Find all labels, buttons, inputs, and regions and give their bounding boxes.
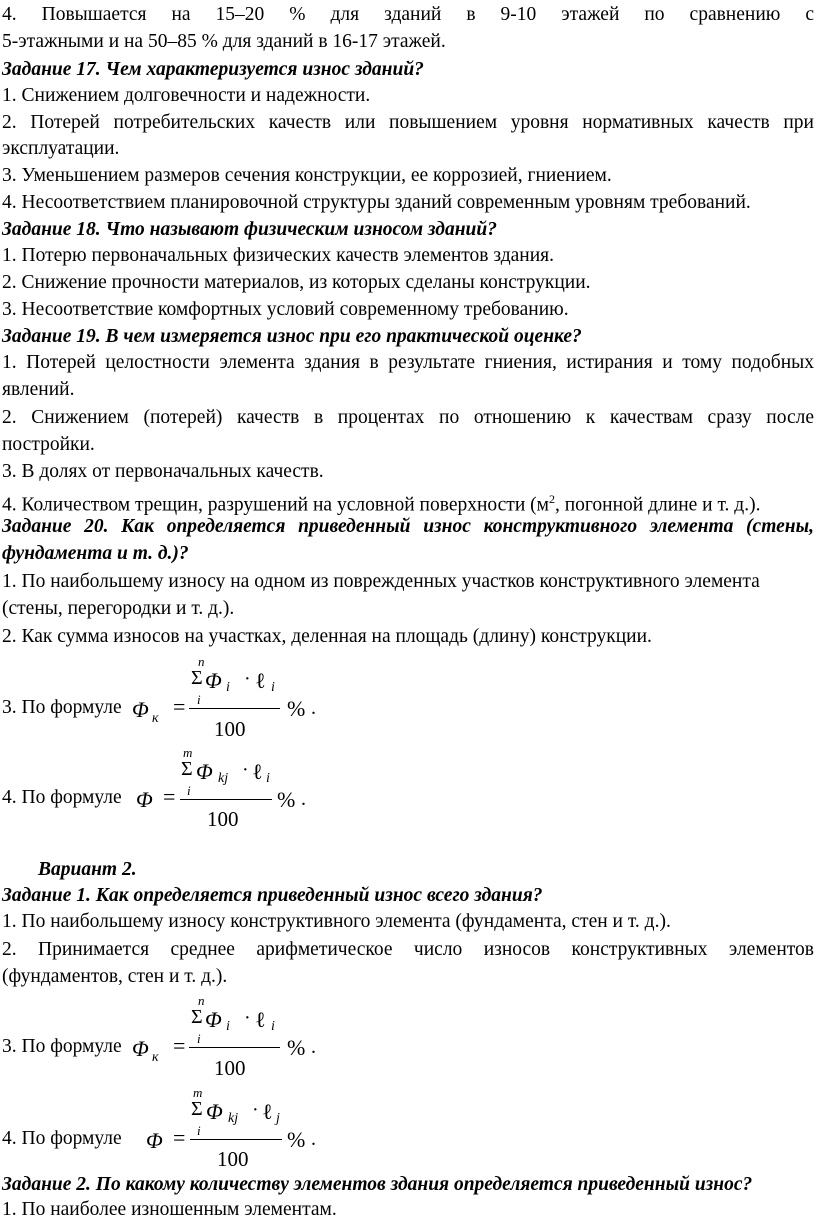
formula-percent: % — [277, 787, 296, 812]
answer-19-3: 3. В долях от первоначальных качеств. — [2, 461, 324, 482]
formula-subscript: i — [266, 771, 270, 786]
answer-19-1: 1. Потерей целостности элемента здания в результате гниения, истирания и тому подобных — [2, 352, 814, 373]
answer-17-2-cont: эксплуатации. — [2, 138, 120, 159]
answer-18-3: 3. Несоответствие комфортных условий современному требованию. — [2, 299, 569, 320]
answer-20-2: 2. Как сумма износов на участках, деленная на площадь (длину) конструкции. — [2, 626, 652, 647]
formula-phi: Φ — [196, 759, 213, 784]
answer-19-2: 2. Снижением (потерей) качеств в процентах по отношению к качествам сразу после — [2, 407, 814, 428]
answer-18-2: 2. Снижение прочности материалов, из которых сделаны конструкции. — [2, 272, 591, 293]
formula-percent: % — [287, 1035, 306, 1060]
question-18-title: Задание 18. Что называют физическим износом зданий? — [2, 219, 497, 240]
answer-17-2: 2. Потерей потребительских качеств или повышением уровня нормативных качеств при — [2, 112, 814, 133]
answer-20-1: 1. По наибольшему износу на одном из поврежденных участков конструктивного элемента — [2, 571, 760, 592]
formula-label: 4. По формуле — [2, 787, 122, 808]
formula-lower-limit: i — [197, 1031, 201, 1046]
formula-equals: = — [163, 784, 176, 809]
question-v2-2-title: Задание 2. По какому количеству элементов здания определяется приведенный износ? — [2, 1174, 753, 1195]
answer-18-1: 1. Потерю первоначальных физических качеств элементов здания. — [2, 245, 555, 266]
formula-subscript: kj — [228, 1111, 239, 1126]
formula-subscript: i — [226, 1019, 230, 1034]
formula-subscript: i — [226, 680, 230, 695]
formula-lower-limit: i — [187, 783, 191, 798]
formula-upper-limit: m — [193, 1085, 203, 1100]
text-line: 5-этажными и на 50–85 % для зданий в 16-17 этажей. — [2, 31, 446, 52]
sum-icon: Σ — [191, 1098, 203, 1120]
formula-phi: Φ — [206, 1099, 223, 1124]
answer-v2-2-1: 1. По наиболее изношенным элементам. — [2, 1199, 337, 1220]
formula-phi: Φ — [146, 1128, 163, 1153]
formula-phi: Φ — [205, 1007, 222, 1032]
fraction-bar — [180, 799, 272, 800]
formula-denominator: 100 — [217, 1147, 249, 1171]
formula-phi: Φ — [132, 697, 149, 722]
formula-subscript: i — [271, 1019, 275, 1034]
answer-20-1-cont: (стены, перегородки и т. д.). — [2, 598, 235, 619]
answer-v2-1-2: 2. Принимается среднее арифметическое число износов конструктивных элементов — [2, 939, 814, 960]
formula-label: 3. По формуле — [2, 1036, 122, 1057]
formula-label: 3. По формуле — [2, 697, 122, 718]
formula-subscript: j — [276, 1111, 280, 1126]
formula-denominator: 100 — [214, 717, 246, 741]
formula-ell: ℓ — [255, 668, 266, 693]
text-line: 4. Повышается на 15–20 % для зданий в 9-10 этажей по сравнению с — [2, 4, 814, 25]
answer-17-1: 1. Снижением долговечности и надежности. — [2, 85, 371, 106]
formula-percent: % — [287, 696, 306, 721]
formula-dot: · — [244, 1007, 251, 1029]
question-v2-1-title: Задание 1. Как определяется приведенный износ всего здания? — [2, 885, 543, 906]
formula-subscript: к — [152, 1050, 159, 1065]
formula-denominator: 100 — [207, 807, 239, 831]
sum-icon: Σ — [191, 1006, 203, 1028]
formula-lower-limit: i — [197, 1123, 201, 1138]
question-19-title: Задание 19. В чем измеряется износ при его практической оценке? — [2, 326, 582, 347]
fraction-bar — [190, 1139, 282, 1140]
formula-equals: = — [173, 694, 186, 719]
formula-lower-limit: i — [197, 692, 201, 707]
formula-subscript: kj — [218, 771, 229, 786]
fraction-bar — [189, 1047, 280, 1048]
formula-upper-limit: n — [198, 654, 205, 669]
sum-icon: Σ — [181, 758, 193, 780]
formula-period: . — [311, 1128, 316, 1150]
answer-19-2-cont: постройки. — [2, 434, 95, 455]
answer-17-4: 4. Несоответствием планировочной структуры зданий современным уровням требований. — [2, 192, 751, 213]
formula-period: . — [311, 697, 316, 719]
formula-denominator: 100 — [214, 1056, 246, 1080]
variant-heading: Вариант 2. — [38, 859, 137, 880]
fraction-bar — [189, 708, 280, 709]
formula-ell: ℓ — [252, 759, 263, 784]
formula-subscript: i — [271, 680, 275, 695]
question-20-title: Задание 20. Как определяется приведенный износ конструктивного элемента (стены, — [2, 516, 814, 537]
question-17-title: Задание 17. Чем характеризуется износ зданий? — [2, 59, 424, 80]
formula-dot: · — [244, 668, 251, 690]
formula-dot: · — [252, 1099, 259, 1121]
formula-period: . — [301, 788, 306, 810]
formula-dot: · — [242, 759, 249, 781]
answer-19-4: 4. Количеством трещин, разрушений на условной поверхности ($м^2$, погонной длине и т. д.). — [2, 492, 761, 516]
formula-period: . — [311, 1036, 316, 1058]
formula-equals: = — [173, 1125, 186, 1150]
sum-icon: Σ — [191, 667, 203, 689]
formula-phi: Φ — [132, 1036, 149, 1061]
formula-subscript: к — [152, 711, 159, 726]
answer-v2-1-2-cont: (фундаментов, стен и т. д.). — [2, 966, 228, 987]
formula-upper-limit: n — [198, 993, 205, 1008]
formula-percent: % — [287, 1127, 306, 1152]
formula-label: 4. По формуле — [2, 1128, 122, 1149]
formula-upper-limit: m — [183, 745, 193, 760]
answer-v2-1-1: 1. По наибольшему износу конструктивного элемента (фундамента, стен и т. д.). — [2, 911, 671, 932]
formula-phi: Φ — [205, 668, 222, 693]
formula-ell: ℓ — [262, 1099, 273, 1124]
answer-17-3: 3. Уменьшением размеров сечения конструкции, ее коррозией, гниением. — [2, 165, 612, 186]
formula-phi: Φ — [136, 787, 153, 812]
formula-ell: ℓ — [255, 1007, 266, 1032]
answer-19-1-cont: явлений. — [2, 379, 75, 400]
question-20-title-cont: фундамента и т. д.)? — [2, 543, 189, 564]
formula-equals: = — [173, 1033, 186, 1058]
